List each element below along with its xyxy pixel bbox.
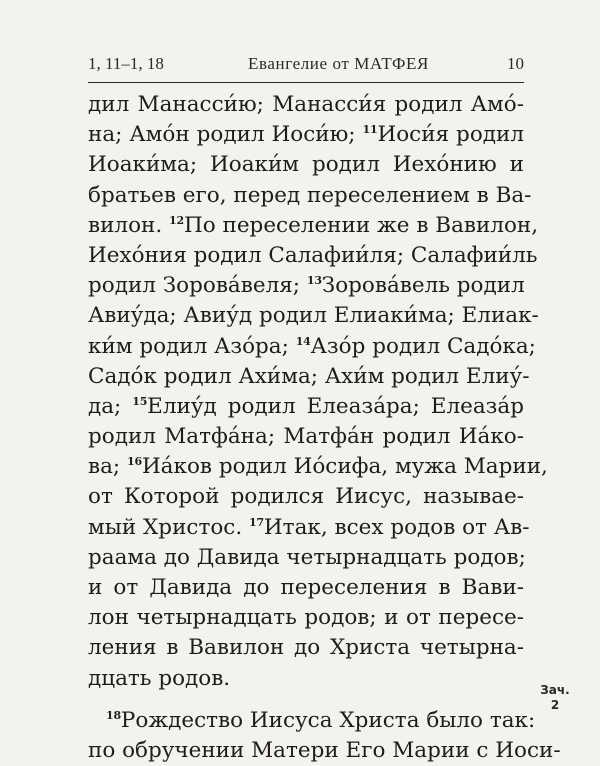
text-line — [88, 181, 532, 211]
verse-number: 16 — [127, 455, 142, 469]
text-segment: ва; — [88, 454, 128, 480]
verse-number: 18 — [106, 708, 121, 722]
text-segment: Азо́р родил Садо́ка; — [310, 333, 536, 359]
text-line — [88, 241, 538, 271]
verse-number: 13 — [306, 274, 322, 288]
text-segment: да; — [88, 393, 133, 419]
text-segment: на; Амо́н родил Иоси́ю; — [88, 122, 363, 148]
text-line — [88, 664, 524, 694]
text-line — [88, 452, 548, 482]
text-segment: мый Христос. — [88, 514, 249, 540]
text-segment: вилон. — [88, 212, 170, 238]
zachalo-marker — [535, 683, 575, 713]
text-segment: Авиу́да; Авиу́д родил Елиаки́ма; Елиак- — [88, 303, 539, 329]
text-line — [88, 301, 539, 331]
text-line — [88, 120, 524, 150]
text-line — [88, 150, 524, 180]
text-segment: по обручении Матери Его Марии с Иоси- — [88, 737, 561, 763]
text-segment: родил Матфа́на; Матфа́н родил Иа́ко- — [88, 424, 524, 450]
text-segment: Иоси́я родил — [377, 122, 524, 148]
text-segment: Иоаки́ма; Иоаки́м родил Иехо́нию и — [88, 152, 524, 178]
text-line — [88, 90, 524, 120]
text-line — [88, 362, 530, 392]
text-line — [88, 736, 561, 766]
verse-number: 12 — [169, 213, 184, 227]
verse-number: 17 — [249, 515, 264, 529]
verse-number: 15 — [132, 394, 148, 408]
text-segment: лон четырнадцать родов; и от пересе- — [88, 605, 524, 631]
text-line — [88, 543, 524, 573]
text-segment: Иехо́ния родил Салафии́ля; Салафии́ль — [88, 242, 538, 268]
text-segment: Зорова́вель родил — [321, 273, 525, 299]
text-segment: Елиу́д родил Елеаза́ра; Елеаза́р — [147, 393, 524, 419]
text-line — [88, 392, 524, 422]
text-segment: от Которой родился Иисус, называе- — [88, 484, 524, 510]
text-line — [88, 706, 536, 736]
page-number: 10 — [507, 54, 524, 73]
zachalo-number: 2 — [550, 698, 560, 712]
text-line — [88, 573, 524, 603]
book-title: Евангелие от МАТФЕЯ — [248, 54, 429, 73]
verse-number: 14 — [295, 334, 311, 348]
text-line — [88, 482, 524, 512]
text-segment: раама до Давида четырнадцать родов; — [88, 544, 526, 570]
text-segment: Садо́к родил Ахи́ма; Ахи́м родил Елиу́- — [88, 363, 530, 389]
text-line — [88, 603, 524, 633]
text-line — [88, 211, 539, 241]
text-segment: родил Зорова́веля; — [88, 273, 307, 299]
text-segment: дцать родов. — [88, 665, 231, 691]
text-segment: ки́м родил Азо́ра; — [88, 333, 296, 359]
running-header — [88, 50, 524, 78]
text-segment: Рождество Иисуса Христа было так: — [120, 707, 536, 733]
text-line — [88, 332, 536, 362]
text-line — [88, 422, 524, 452]
text-segment: Итак, всех родов от Ав- — [263, 514, 530, 540]
text-segment: братьев его, перед переселением в Ва- — [88, 182, 532, 208]
text-line — [88, 633, 524, 663]
text-segment: дил Манасси́ю; Манасси́я родил Амо́- — [88, 92, 524, 117]
text-segment: и от Давида до переселения в Вави- — [88, 575, 524, 600]
zachalo-label: Зач. — [540, 683, 570, 697]
text-segment: Иа́ков родил Ио́сифа, мужа Марии, — [141, 454, 548, 480]
header-rule — [88, 82, 524, 83]
text-segment: По переселении же в Вавилон, — [183, 212, 539, 238]
text-segment: ления в Вавилон до Христа четырна- — [88, 635, 524, 661]
text-line — [88, 513, 530, 543]
chapter-verse-reference: 1, 11–1, 18 — [88, 54, 164, 73]
text-line — [88, 271, 524, 301]
verse-number: 11 — [362, 123, 378, 137]
